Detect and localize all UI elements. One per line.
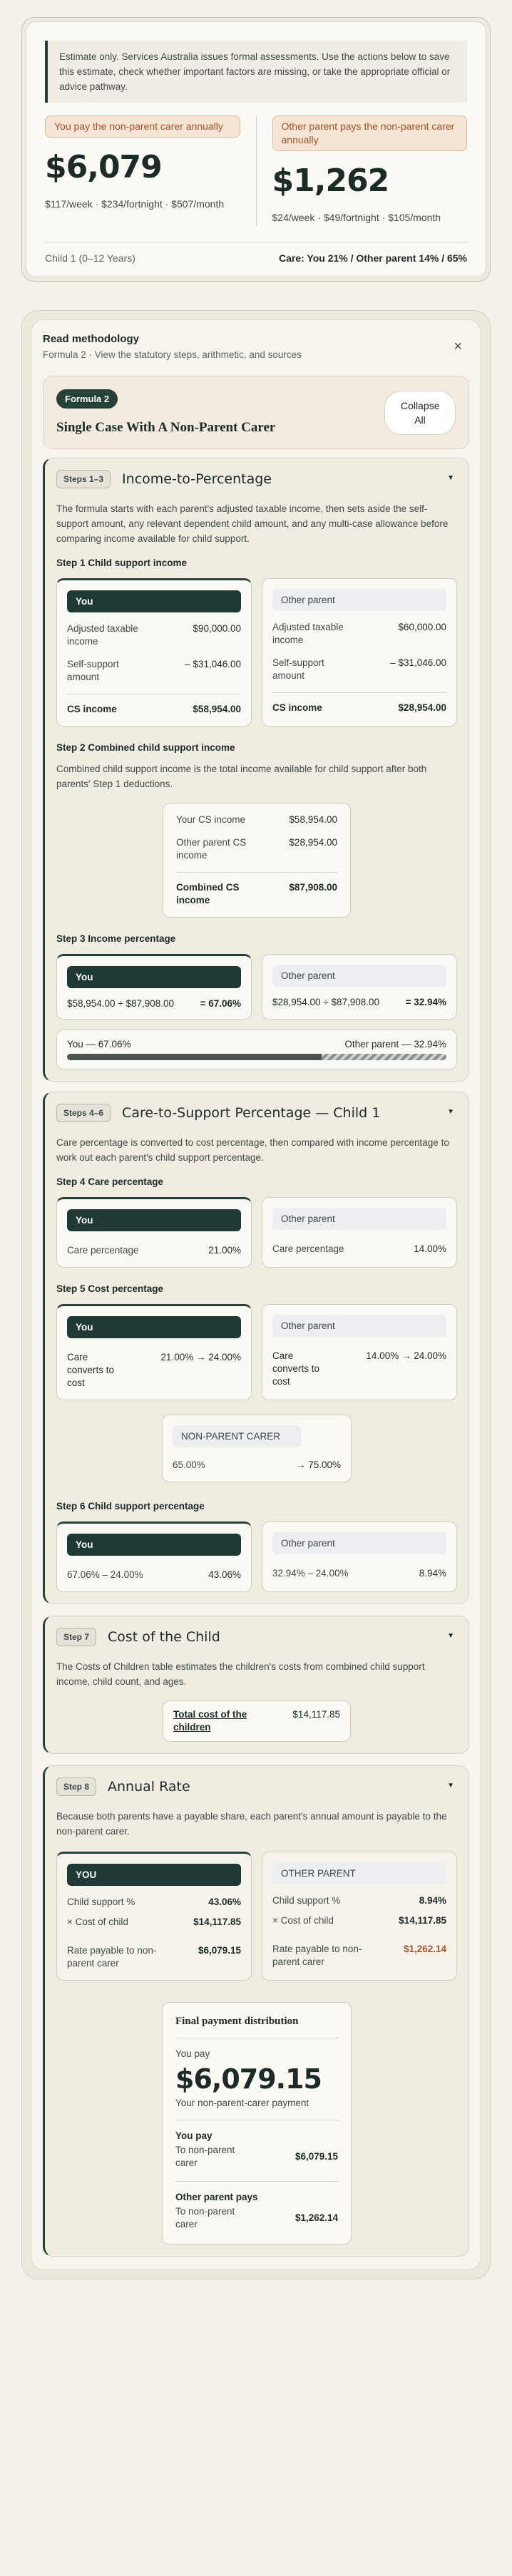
income-pct-row <box>272 997 446 1007</box>
csp-label: Child support % <box>272 1895 341 1906</box>
you-pay-panel <box>45 116 257 226</box>
final-note: Your non-parent-carer payment <box>175 2098 309 2108</box>
step1-label: Step 1 Child support income <box>56 558 188 568</box>
caret-down-icon[interactable]: ▼ <box>447 474 454 482</box>
non-parent-carer-header: NON-PARENT CARER <box>173 1425 301 1447</box>
cost-row <box>67 1351 241 1390</box>
combined-cs-value: $87,908.00 <box>289 882 337 893</box>
csp-label: Child support % <box>67 1897 135 1907</box>
methodology-panel <box>31 319 481 2270</box>
step1-cards <box>56 578 457 727</box>
step-badge: Steps 4–6 <box>56 1104 111 1122</box>
care-value: 21.00% <box>208 1245 241 1256</box>
summary-card-frame <box>21 17 491 282</box>
section-description: Care percentage is converted to cost percentage, then compared with income percentage to work out each parent's child support percentage. <box>56 1137 449 1163</box>
annual-rate-cards <box>56 1852 457 1981</box>
cost-value: 14.00% → 24.00% <box>366 1350 446 1361</box>
section-title: Cost of the Child <box>108 1629 220 1645</box>
section-description: The Costs of Children table estimates the children's costs from combined child support income, child count, and ages. <box>56 1661 425 1687</box>
section-cost-of-child <box>43 1616 469 1754</box>
annual-rate-you-card <box>56 1852 252 1981</box>
rate-row <box>67 1944 241 1970</box>
section-description: The formula starts with each parent's adjusted taxable income, then sets aside the self-support amount, any relevant dependent child amount, and any multi-case allowance before comparing income available for child support. <box>56 503 449 544</box>
combined-cs-row <box>176 872 337 907</box>
step6-cards <box>56 1522 457 1592</box>
ssa-row <box>67 658 241 684</box>
other-pay-amount: $1,262 <box>272 163 389 199</box>
ati-row <box>272 621 446 647</box>
step5-cards <box>56 1304 457 1400</box>
cost-label: × Cost of child <box>67 1916 128 1927</box>
combined-income-card <box>163 803 351 918</box>
other-pay-panel <box>257 116 468 226</box>
income-share-bar-card <box>56 1030 457 1069</box>
csp-row <box>272 1894 446 1907</box>
csp-calc: 32.94% – 24.00% <box>272 1568 349 1579</box>
income-pct-calc: $58,954.00 ÷ $87,908.00 <box>67 998 175 1009</box>
close-icon[interactable]: × <box>454 339 462 354</box>
other-header: Other parent <box>272 965 446 987</box>
rate-label: Rate payable to non-parent carer <box>272 1944 362 1967</box>
other-header: OTHER PARENT <box>272 1862 446 1884</box>
cs-income-row <box>272 692 446 714</box>
caret-down-icon[interactable]: ▼ <box>447 1782 454 1790</box>
final-title: Final payment distribution <box>175 2016 299 2027</box>
caret-down-icon[interactable]: ▼ <box>447 1632 454 1640</box>
summary-footer <box>45 242 467 264</box>
section-header[interactable] <box>56 1777 457 1796</box>
section-header[interactable] <box>56 1104 457 1122</box>
care-split: Care: You 21% / Other parent 14% / 65% <box>278 252 467 264</box>
collapse-all-button[interactable]: Collapse All <box>384 391 456 435</box>
you-header: You <box>67 1209 241 1231</box>
step3-label: Step 3 Income percentage <box>56 933 176 944</box>
rate-row <box>272 1943 446 1969</box>
you-header: You <box>67 1534 241 1556</box>
csp-row <box>272 1567 446 1580</box>
step-badge: Step 8 <box>56 1777 96 1796</box>
other-header: Other parent <box>272 1315 446 1337</box>
ssa-value: – $31,046.00 <box>185 659 241 669</box>
other-pay-breakdown: $24/week · $49/fortnight · $105/month <box>272 212 441 223</box>
care-row <box>67 1244 241 1257</box>
cost-label: × Cost of child <box>272 1915 334 1926</box>
rate-value: $1,262.14 <box>403 1944 446 1954</box>
you-pay-breakdown: $117/week · $234/fortnight · $507/month <box>45 198 225 210</box>
total-cost-label: Total cost of the children <box>173 1709 247 1733</box>
csp-value: 8.94% <box>419 1895 446 1906</box>
caret-down-icon[interactable]: ▼ <box>447 1108 454 1116</box>
cost-label: Care converts to cost <box>272 1350 320 1387</box>
ssa-label: Self-support amount <box>67 659 119 682</box>
bar-labels <box>67 1039 446 1050</box>
step2-description: Combined child support income is the total income available for child support after both parents' Step 1 deductions. <box>56 764 427 789</box>
cs-income-label: CS income <box>67 704 117 714</box>
formula-pill: Formula 2 <box>56 389 118 409</box>
other-cs-label: Other parent CS income <box>176 837 247 861</box>
final-amount: $6,079.15 <box>175 2063 322 2095</box>
csp-value: 8.94% <box>419 1568 446 1579</box>
income-pct-row <box>67 998 241 1009</box>
final-row-label: To non-parent carer <box>175 2145 235 2168</box>
other-cs-value: $28,954.00 <box>289 837 337 848</box>
csp-you-card <box>56 1522 252 1592</box>
other-header: Other parent <box>272 1532 446 1554</box>
non-parent-carer-card <box>162 1415 352 1482</box>
cost-row <box>272 1350 446 1388</box>
step-badge: Step 7 <box>56 1628 96 1646</box>
other-header: Other parent <box>272 589 446 611</box>
you-header: YOU <box>67 1864 241 1886</box>
methodology-subtitle: Formula 2 · View the statutory steps, arithmetic, and sources <box>43 349 302 360</box>
formula-title: Single Case With A Non-Parent Carer <box>56 420 276 435</box>
other-header: Other parent <box>272 1208 446 1230</box>
income-share-bar-fill <box>67 1054 322 1060</box>
you-header: You <box>67 590 241 612</box>
cost-you-card <box>56 1304 252 1400</box>
other-cs-row <box>176 836 337 862</box>
final-row-value: $6,079.15 <box>295 2151 338 2162</box>
cs-income-value: $28,954.00 <box>398 702 446 713</box>
methodology-header <box>43 333 469 360</box>
step3-other-card <box>262 954 457 1020</box>
methodology-title: Read methodology <box>43 333 140 345</box>
csp-calc: 67.06% – 24.00% <box>67 1569 143 1580</box>
step-badge: Steps 1–3 <box>56 470 111 488</box>
section-header[interactable] <box>56 1628 457 1646</box>
you-header: You <box>67 1316 241 1338</box>
summary-card <box>26 21 486 277</box>
cost-row <box>272 1914 446 1927</box>
ati-label: Adjusted taxable income <box>272 622 344 645</box>
your-cs-label: Your CS income <box>176 814 246 825</box>
rate-label: Rate payable to non-parent carer <box>67 1945 157 1969</box>
npc-cost-value: → 75.00% <box>295 1459 341 1470</box>
final-row-you <box>175 2144 338 2170</box>
step3-cards <box>56 954 457 1020</box>
cost-value: $14,117.85 <box>193 1916 241 1927</box>
annual-rate-other-card <box>262 1852 457 1981</box>
cs-income-row <box>67 694 241 716</box>
income-pct-result: = 67.06% <box>200 998 241 1009</box>
section-income-to-percentage <box>43 458 469 1082</box>
ati-label: Adjusted taxable income <box>67 623 138 647</box>
cost-row <box>67 1916 241 1929</box>
care-label: Care percentage <box>67 1245 139 1256</box>
cost-value: 21.00% → 24.00% <box>160 1352 241 1363</box>
you-pay-amount: $6,079 <box>45 149 162 185</box>
step4-cards <box>56 1197 457 1268</box>
methodology-frame <box>21 310 491 2279</box>
income-pct-calc: $28,954.00 ÷ $87,908.00 <box>272 997 380 1007</box>
cost-other-card <box>262 1304 457 1400</box>
final-you-pay-label: You pay <box>175 2048 210 2059</box>
estimate-notice: Estimate only. Services Australia issues formal assessments. Use the actions below to save this estimate, check whether important factors are missing, or take the appropriate official or advice pathway. <box>45 41 467 103</box>
care-label: Care percentage <box>272 1243 344 1254</box>
you-header: You <box>67 966 241 988</box>
you-pay-tag: You pay the non-parent carer annually <box>45 116 240 138</box>
your-cs-row <box>176 814 337 826</box>
income-pct-result: = 32.94% <box>405 997 446 1007</box>
step1-other-card <box>262 578 457 727</box>
section-header[interactable] <box>56 470 457 488</box>
child-label: Child 1 (0–12 Years) <box>45 252 135 264</box>
care-other-card <box>262 1197 457 1268</box>
formula-card <box>43 376 469 449</box>
ati-value: $60,000.00 <box>398 622 446 632</box>
step1-you-card <box>56 578 252 727</box>
npc-cost-row <box>173 1459 341 1472</box>
final-row-value: $1,262.14 <box>295 2212 338 2223</box>
section-care-to-support <box>43 1092 469 1604</box>
final-row-label: To non-parent carer <box>175 2206 235 2229</box>
step3-you-card <box>56 954 252 1020</box>
step4-label: Step 4 Care percentage <box>56 1176 164 1187</box>
ati-row <box>67 622 241 648</box>
other-pay-tag: Other parent pays the non-parent carer annually <box>272 116 468 151</box>
final-group-other: Other parent pays <box>175 2181 338 2202</box>
ati-value: $90,000.00 <box>193 623 241 634</box>
final-distribution-card <box>162 2002 352 2244</box>
ssa-row <box>272 657 446 682</box>
bar-label-you: You — 67.06% <box>67 1039 131 1050</box>
npc-care-value: 65.00% <box>173 1459 205 1470</box>
section-description: Because both parents have a payable share, each parent's annual amount is payable to the non-parent carer. <box>56 1811 447 1837</box>
csp-row <box>67 1896 241 1909</box>
step2-label: Step 2 Combined child support income <box>56 742 235 753</box>
rate-value: $6,079.15 <box>198 1945 241 1956</box>
step6-label: Step 6 Child support percentage <box>56 1501 205 1512</box>
csp-other-card <box>262 1522 457 1592</box>
final-row-other <box>175 2205 338 2231</box>
combined-cs-label: Combined CS income <box>176 882 240 905</box>
csp-value: 43.06% <box>208 1897 241 1907</box>
cs-income-label: CS income <box>272 702 322 713</box>
cost-value: $14,117.85 <box>399 1915 446 1926</box>
payment-summary <box>45 116 467 226</box>
cs-income-value: $58,954.00 <box>193 704 241 714</box>
cost-of-child-card <box>163 1700 351 1742</box>
income-share-bar <box>67 1054 446 1060</box>
care-value: 14.00% <box>414 1243 446 1254</box>
ssa-label: Self-support amount <box>272 657 324 681</box>
total-cost-value: $14,117.85 <box>292 1709 340 1720</box>
bar-label-other: Other parent — 32.94% <box>344 1039 446 1050</box>
care-you-card <box>56 1197 252 1268</box>
section-title: Care-to-Support Percentage — Child 1 <box>122 1105 381 1121</box>
your-cs-value: $58,954.00 <box>289 814 337 825</box>
ssa-value: – $31,046.00 <box>390 657 446 668</box>
total-cost-row <box>173 1708 340 1734</box>
step5-label: Step 5 Cost percentage <box>56 1283 164 1294</box>
cost-label: Care converts to cost <box>67 1352 115 1388</box>
csp-value: 43.06% <box>208 1569 241 1580</box>
section-title: Annual Rate <box>108 1779 190 1795</box>
final-group-you: You pay <box>175 2120 338 2141</box>
section-annual-rate <box>43 1765 469 2257</box>
csp-row <box>67 1569 241 1581</box>
care-row <box>272 1243 446 1256</box>
section-title: Income-to-Percentage <box>122 471 272 487</box>
